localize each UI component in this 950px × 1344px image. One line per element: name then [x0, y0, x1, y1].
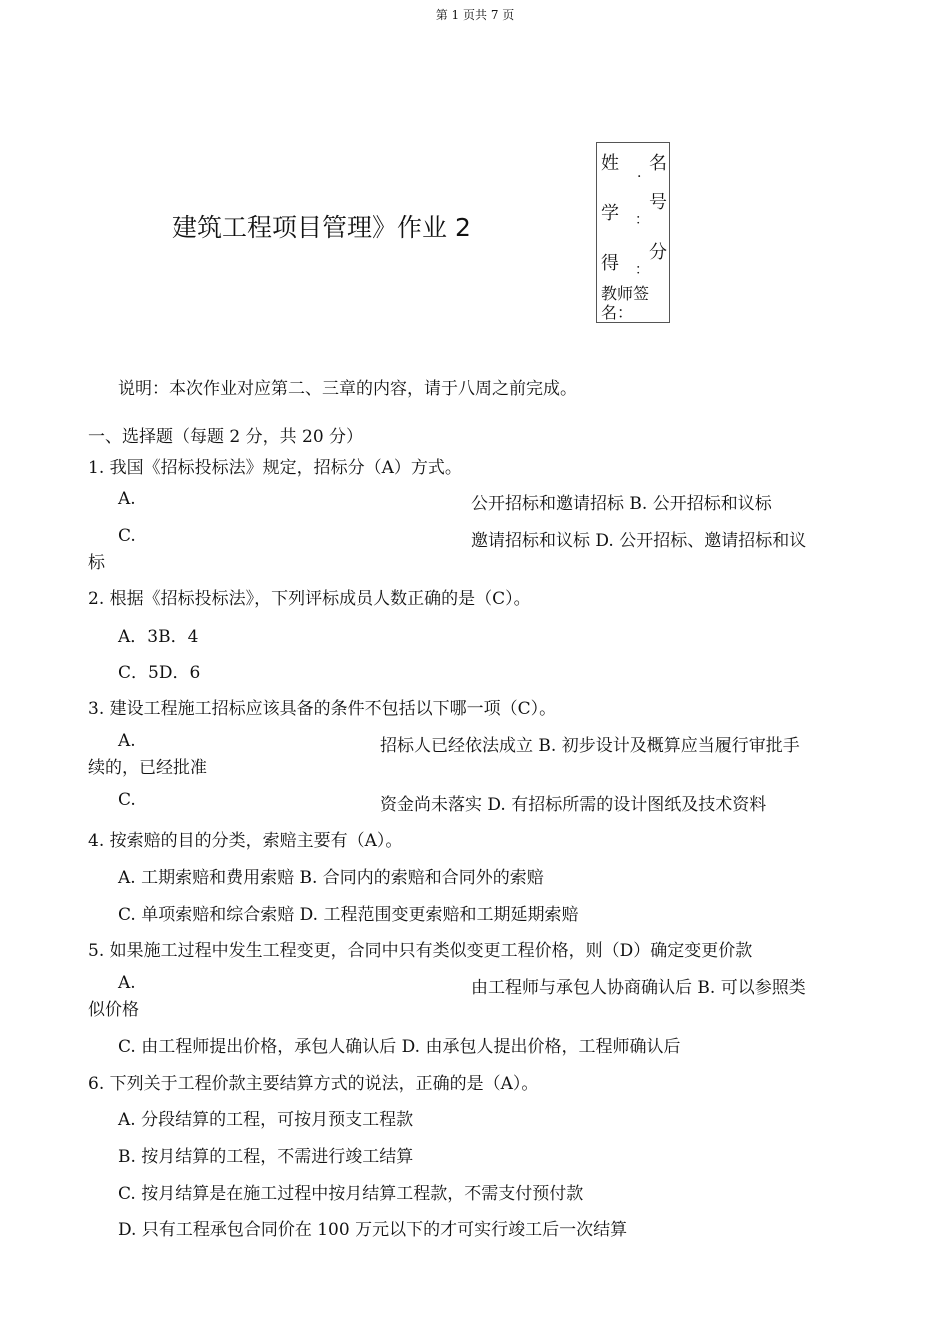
signature-label-line2: 名： — [601, 303, 634, 322]
question-2-options-cd: C．5D．6 — [118, 663, 201, 683]
score-colon: ： — [635, 262, 649, 278]
question-3-option-a-label: A. — [118, 731, 136, 751]
question-4-stem: 4. 按索赔的目的分类，索赔主要有（A）。 — [88, 831, 403, 851]
question-1-option-a-label: A. — [118, 489, 136, 509]
question-1-option-c-label: C. — [118, 526, 136, 546]
question-2-options-ab: A．3B．4 — [118, 627, 199, 647]
question-6-option-b: B. 按月结算的工程，不需进行竣工结算 — [118, 1147, 414, 1167]
question-3-option-a-continuation: 续的，已经批准 — [88, 758, 207, 778]
id-label-char-1: 学 — [601, 203, 619, 224]
section-heading: 一、选择题（每题 2 分，共 20 分） — [88, 427, 364, 447]
name-label-char-1: 姓 — [601, 153, 619, 174]
question-5-option-a-continuation: 似价格 — [88, 1000, 139, 1020]
instruction-note: 说明：本次作业对应第二、三章的内容，请于八周之前完成。 — [118, 379, 577, 399]
question-6-option-d: D. 只有工程承包合同价在 100 万元以下的才可实行竣工后一次结算 — [118, 1220, 628, 1240]
id-label-char-2: 号 — [649, 192, 667, 213]
question-4-options-cd: C. 单项索赔和综合索赔 D. 工程范围变更索赔和工期延期索赔 — [118, 905, 579, 925]
signature-label-line1: 教师签 — [601, 284, 650, 303]
question-6-stem: 6. 下列关于工程价款主要结算方式的说法，正确的是（A）。 — [88, 1074, 539, 1094]
student-info-box — [596, 142, 670, 323]
question-6-option-c: C. 按月结算是在施工过程中按月结算工程款，不需支付预付款 — [118, 1184, 584, 1204]
question-5-option-a-text: 由工程师与承包人协商确认后 B. 可以参照类 — [471, 978, 806, 998]
question-6-option-a: A. 分段结算的工程，可按月预支工程款 — [118, 1110, 414, 1130]
document-title: 建筑工程项目管理》作业 2 — [172, 213, 471, 242]
question-4-options-ab: A. 工期索赔和费用索赔 B. 合同内的索赔和合同外的索赔 — [118, 868, 544, 888]
question-5-option-a-label: A. — [118, 973, 136, 993]
score-label-char-1: 得 — [601, 253, 619, 274]
page-header: 第 1 页共 7 页 — [435, 8, 515, 22]
question-3-option-c-text: 资金尚未落实 D. 有招标所需的设计图纸及技术资料 — [380, 795, 767, 815]
id-colon: ： — [635, 212, 649, 228]
question-2-stem: 2. 根据《招标投标法》，下列评标成员人数正确的是（C）。 — [88, 589, 531, 609]
question-5-stem: 5. 如果施工过程中发生工程变更，合同中只有类似变更工程价格，则（D）确定变更价款 — [88, 941, 753, 961]
score-label-char-2: 分 — [649, 242, 667, 263]
question-1-option-c-continuation: 标 — [88, 553, 105, 573]
question-1-stem: 1. 我国《招标投标法》规定，招标分（A）方式。 — [88, 458, 462, 478]
name-dot: · — [637, 169, 642, 185]
name-label-char-2: 名 — [649, 153, 667, 174]
question-1-option-c-text: 邀请招标和议标 D. 公开招标、邀请招标和议 — [471, 531, 807, 551]
question-3-option-c-label: C. — [118, 790, 136, 810]
question-5-options-cd: C. 由工程师提出价格，承包人确认后 D. 由承包人提出价格，工程师确认后 — [118, 1037, 681, 1057]
question-3-option-a-text: 招标人已经依法成立 B. 初步设计及概算应当履行审批手 — [380, 736, 800, 756]
question-1-option-a-text: 公开招标和邀请招标 B. 公开招标和议标 — [471, 494, 772, 514]
question-3-stem: 3. 建设工程施工招标应该具备的条件不包括以下哪一项（C）。 — [88, 699, 557, 719]
